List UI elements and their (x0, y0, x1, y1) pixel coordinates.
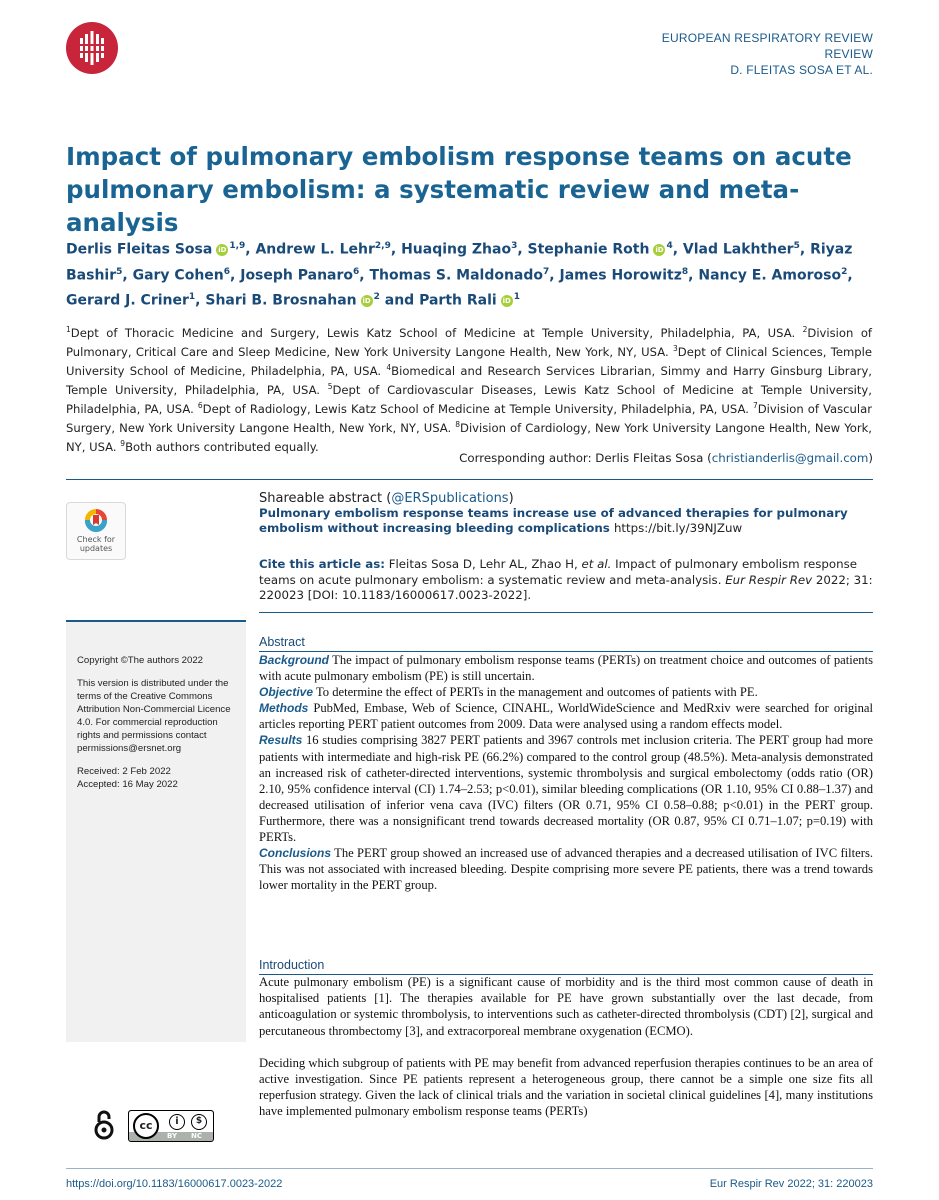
author-name: Shari B. Brosnahan (205, 292, 357, 309)
author-affiliation-number: 4 (666, 241, 673, 251)
accepted-date: Accepted: 16 May 2022 (77, 779, 178, 790)
article-type: REVIEW (824, 47, 873, 61)
author-separator: , (390, 241, 402, 258)
orcid-icon[interactable]: iD (362, 296, 371, 305)
attribution-icon: i (169, 1114, 185, 1130)
author-name: Riyaz Bashir (66, 241, 853, 284)
journal-header (662, 30, 873, 78)
running-authors: D. FLEITAS SOSA ET AL. (730, 63, 873, 77)
affiliation-number: 7 (752, 401, 758, 411)
author-affiliation-number: 6 (353, 266, 360, 277)
affiliation-text: Biomedical and Research Services Librarian, Simmy and Harry Ginsburg Library, Temple University, Philadelphia, PA, USA. (66, 363, 872, 398)
author-separator: , (230, 267, 241, 284)
citation: Cite this article as: Fleitas Sosa D, Lehr AL, Zhao H, et al. Impact of pulmonary embolism response teams on acute pulmonary embolism: a systematic review and meta-analysis. Eur Respir Rev 2022; 31: 220023 [DOI: 10.1183/16000617.0023-2022]. (259, 557, 873, 603)
author-separator: , (517, 241, 528, 258)
author-name: Joseph Panaro (240, 267, 354, 284)
abstract-background: Background The impact of pulmonary embolism response teams (PERTs) on treatment choice and outcomes of patients with acute pulmonary embolism (PE) is still uncertain. (259, 653, 873, 684)
cite-label: Cite this article as: (259, 557, 385, 571)
shareable-url-link[interactable]: https://bit.ly/39NJZuw (613, 521, 743, 535)
introduction-paragraph-2: Deciding which subgroup of patients with PE may benefit from advanced reperfusion therapies continues to be an area of active investigation. Since PE patients represent a heterogeneous group, there cannot be a simple one size fits all reperfusion strategy. Given the lack of clinical trials and the variation in societal clinical guidelines [4], many institutions have implemented pulmonary embolism response teams (PERTs) (259, 1055, 873, 1119)
open-access-icon (92, 1109, 116, 1141)
author-separator: , (688, 267, 699, 284)
cc-icon: cc (133, 1113, 159, 1139)
author-separator: , (672, 241, 683, 258)
affiliation-number: 3 (673, 344, 678, 354)
crossmark-icon (84, 508, 108, 534)
by-label: BY (167, 1132, 178, 1140)
author-separator: , (122, 267, 133, 284)
divider-mid (259, 612, 873, 613)
footer-doi-link[interactable]: https://doi.org/10.1183/16000617.0023-2022 (66, 1178, 283, 1190)
author-affiliation-number: 8 (681, 266, 689, 277)
author-name: James Horowitz (559, 267, 682, 284)
noncommercial-icon: $ (191, 1114, 207, 1130)
introduction-body (259, 974, 873, 1136)
author-affiliation-number: 3 (511, 241, 518, 251)
orcid-icon[interactable]: iD (218, 245, 227, 254)
author-name: Vlad Lakhther (682, 241, 794, 258)
footer-reference: Eur Respir Rev 2022; 31: 220023 (709, 1178, 873, 1190)
abstract-results: Results 16 studies comprising 3827 PERT patients and 3967 controls met inclusion criteria. The PERT group had more patients with intermediate and high-risk PE (66.2%) compared to the control group (48.5%). Meta-analysis demonstrated an increased risk of catheter-directed interventions, systemic thrombolysis and surgical embolectomy (odds ratio (OR) 2.10, 95% confidence interval (CI) 1.74–2.53; p<0.01), similar bleeding complications (OR 1.10, 95% CI 0.88–1.37) and decreased utilisation of inferior vena cava (IVC) filters (OR 0.71, 95% CI 0.58–0.88; p<0.01) in the PERT group. Furthermore, there was a nonsignificant trend towards decreased mortality (OR 0.87, 95% CI 0.71–1.07; p=0.19) with PERTs. (259, 733, 873, 845)
shareable-title: Shareable abstract (@ERSpublications) (259, 491, 514, 506)
corresponding-suffix: ) (868, 451, 873, 465)
licence-text: This version is distributed under the terms of the Creative Commons Attribution Non-Commercial Licence 4.0. For commercial reproduction rights and permissions contact permissions@ersnet.org (77, 678, 231, 754)
author-name: Gary Cohen (132, 267, 224, 284)
orcid-icon[interactable]: iD (502, 296, 511, 305)
author-separator: and (379, 292, 420, 309)
author-separator: , (847, 267, 853, 284)
nc-label: NC (191, 1132, 202, 1140)
affiliation-number: 1 (66, 325, 71, 334)
affiliation-number: 5 (327, 382, 333, 392)
affiliation-number: 2 (802, 325, 808, 334)
introduction-paragraph-1: Acute pulmonary embolism (PE) is a significant cause of morbidity and is the third most common cause of death in hospitalised patients [1]. The therapies available for PE have grown substantially over the last decade, from anticoagulation or systemic thrombolysis, to interventions such as catheter-directed thrombolysis (CDT) [2], surgical and percutaneous thrombectomy [3], and extracorporeal membrane oxygenation (ECMO). (259, 975, 873, 1038)
author-separator: , (195, 292, 206, 309)
orcid-icon[interactable]: iD (655, 245, 664, 254)
affiliation-text: Division of Cardiology, New York University Langone Health, New York, NY, USA. (66, 421, 872, 455)
author-name: Gerard J. Criner (66, 292, 189, 309)
corresponding-author (459, 451, 873, 465)
affiliation-number: 4 (386, 363, 392, 373)
affiliation-text: Dept of Thoracic Medicine and Surgery, Lewis Katz School of Medicine at Temple University, Philadelphia, PA, USA. (70, 325, 803, 340)
author-affiliation-number: 5 (116, 266, 123, 277)
author-affiliation-number: 5 (793, 241, 800, 251)
corresponding-email-link[interactable]: christianderlis@gmail.com (711, 451, 869, 465)
abstract-heading: Abstract (259, 635, 305, 649)
article-title: Impact of pulmonary embolism response teams on acute pulmonary embolism: a systematic review and meta-analysis (66, 142, 852, 237)
affiliation-text: Dept of Cardiovascular Diseases, Lewis Katz School of Medicine at Temple University, Philadelphia, PA, USA. (66, 383, 872, 417)
affiliation-text: Division of Vascular Surgery, New York University Langone Health, New York, NY, USA. (66, 402, 872, 436)
author-name: Stephanie Roth (527, 241, 650, 258)
author-separator: , (799, 241, 811, 258)
abstract-objective: Objective To determine the effect of PERTs in the management and outcomes of patients with PE. (259, 685, 758, 700)
author-separator: , (359, 267, 370, 284)
shareable-abstract (259, 491, 873, 536)
author-affiliation-number: 1 (513, 292, 520, 303)
author-affiliation-number: 7 (543, 266, 550, 277)
affiliation-text: Division of Pulmonary, Critical Care and Sleep Medicine, New York University Langone Health, New York, NY, USA. (66, 325, 872, 359)
shareable-text: Pulmonary embolism response teams increase use of advanced therapies for pulmonary embolism without increasing bleeding complications https://bit.ly/39NJZuw (259, 506, 848, 535)
corresponding-prefix: Corresponding author: Derlis Fleitas Sosa ( (459, 451, 712, 465)
author-affiliation-number: 1,9 (229, 241, 246, 251)
sidebar-text (77, 654, 241, 801)
author-name: Andrew L. Lehr (255, 241, 375, 258)
author-name: Thomas S. Maldonado (369, 267, 544, 284)
footer-rule (66, 1168, 873, 1169)
author-affiliation-number: 2 (841, 266, 848, 277)
author-separator: , (245, 241, 256, 258)
divider-top (66, 479, 873, 480)
author-name: Nancy E. Amoroso (698, 267, 842, 284)
copyright: Copyright ©The authors 2022 (77, 655, 203, 666)
affiliation-text: Dept of Clinical Sciences, Temple University School of Medicine, Philadelphia, PA, USA. (66, 344, 873, 378)
abstract-methods: Methods PubMed, Embase, Web of Science, CINAHL, WorldWideScience and MedRxiv were searched for original articles reporting PERT patient outcomes from 2009. Data were analysed using a random effects model. (259, 701, 873, 732)
author-affiliation-number: 2,9 (374, 241, 391, 251)
abstract-conclusions: Conclusions The PERT group showed an increased use of advanced therapies and a decreased utilisation of IVC filters. This was not associated with increased bleeding. Despite comprising more severe PE patients, there was a trend towards lower mortality in the PERT group. (259, 846, 873, 893)
author-separator: , (549, 267, 560, 284)
affiliation-number: 6 (197, 401, 203, 411)
twitter-handle-link[interactable]: @ERSpublications (391, 491, 509, 506)
crossmark-label: Check for updates (76, 535, 116, 553)
author-affiliation-number: 1 (188, 292, 196, 303)
author-list (66, 235, 876, 312)
author-name: Derlis Fleitas Sosa (66, 241, 213, 258)
affiliation-text: Both authors contributed equally. (125, 440, 319, 455)
author-affiliation-number: 2 (373, 292, 380, 303)
received-date: Received: 2 Feb 2022 (77, 766, 171, 777)
journal-name: EUROPEAN RESPIRATORY REVIEW (661, 31, 873, 45)
abstract-body (259, 652, 873, 893)
cc-by-nc-badge[interactable] (128, 1110, 214, 1142)
affiliation-number: 8 (455, 420, 461, 430)
author-name: Parth Rali (419, 292, 497, 309)
affiliation-number: 9 (120, 439, 126, 449)
author-affiliation-number: 6 (223, 266, 231, 277)
affiliations (66, 322, 872, 455)
affiliation-text: Dept of Radiology, Lewis Katz School of Medicine at Temple University, Philadelphia, PA, USA. (202, 402, 753, 417)
author-name: Huaqing Zhao (401, 241, 512, 258)
introduction-heading: Introduction (259, 958, 325, 972)
ers-logo (66, 22, 118, 74)
